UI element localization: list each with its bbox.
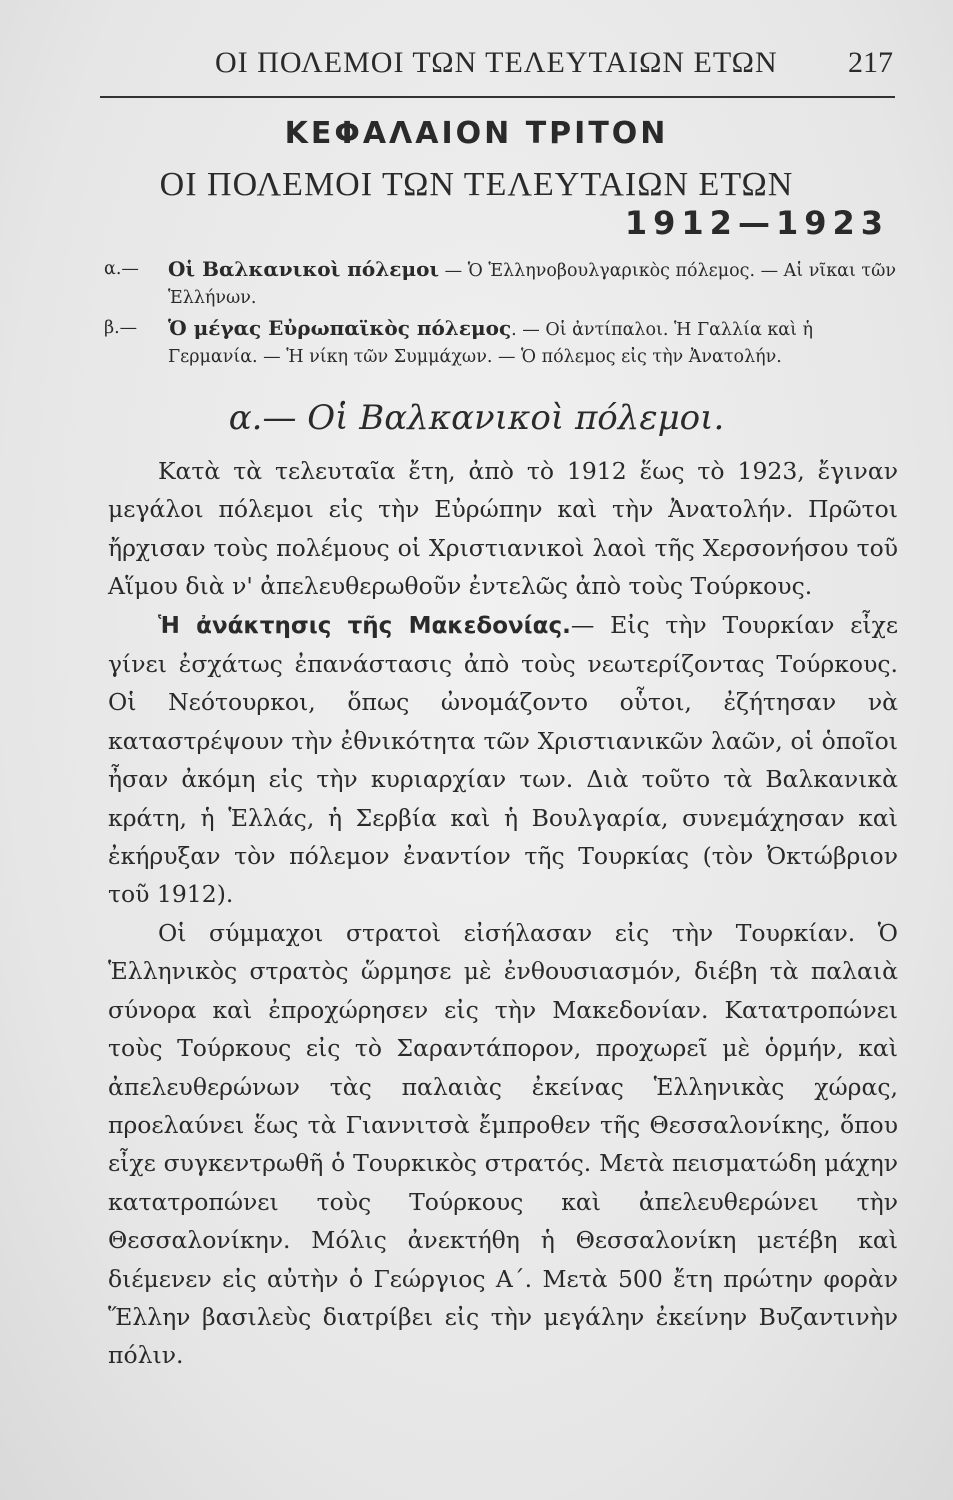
contents-heading: Οἱ Βαλκανικοὶ πόλεμοι [168,257,440,281]
body-text [108,452,898,1375]
contents-marker: α.— [104,259,139,279]
chapter-years: 1912—1923 [624,204,889,242]
chapter-contents [104,256,904,374]
paragraph-macedonia [108,606,898,914]
paragraph-macedonia-text: — Εἰς τὴν Τουρκίαν εἶχε γίνει ἐσχάτως ἐπανάστασις ἀπὸ τοὺς νεωτερίζοντας Τούρκους. Οἱ Νεότουρκοι, ὅπως ὠνομάζοντο οὗτοι, ἐζήτησαν νὰ καταστρέψουν τὴν ἐθνικότητα τῶν Χριστιανικῶν λαῶν, οἱ ὁποῖοι ἦσαν ἀκόμη εἰς τὴν κυριαρχίαν των. Διὰ τοῦτο τὰ Βαλκανικὰ κράτη, ἡ Ἑλλάς, ἡ Σερβία καὶ ἡ Βουλγαρία, συνεμάχησαν καὶ ἐκήρυξαν τὸν πόλεμον ἐναντίον τῆς Τουρκίας (τὸν Ὀκτώβριον τοῦ 1912). [108,610,898,909]
contents-text: . — Οἱ ἀντίπαλοι. Ἡ Γαλλία καὶ ἡ Γερμανία. — Ἡ νίκη τῶν Συμμάχων. — Ὁ πόλεμος εἰς τὴν Ἀνατολήν. [168,320,814,367]
paragraph-intro: Κατὰ τὰ τελευταῖα ἔτη, ἀπὸ τὸ 1912 ἕως τὸ 1923, ἔγιναν μεγάλοι πόλεμοι εἰς τὴν Εὐρώπην καὶ τὴν Ἀνατολήν. Πρῶτοι ἤρχισαν τοὺς πολέμους οἱ Χριστιανικοὶ λαοὶ τῆς Χερσονήσου τοῦ Αἵμου διὰ ν' ἀπελευθερωθοῦν ἐντελῶς ἀπὸ τοὺς Τούρκους. [108,457,898,601]
page-number: 217 [848,46,893,79]
contents-heading: Ὁ μέγας Εὐρωπαϊκὸς πόλεμος [168,316,512,340]
chapter-label: ΚΕΦΑΛΑΙΟΝ ΤΡΙΤΟΝ [284,116,669,151]
contents-marker: β.— [104,318,138,338]
contents-item [104,256,904,312]
contents-text: — Ὁ Ἑλληνοβουλγαρικὸς πόλεμος. — Αἱ νῖκαι τῶν Ἑλλήνων. [168,261,896,308]
running-title: ΟΙ ΠΟΛΕΜΟΙ ΤΩΝ ΤΕΛΕΥΤΑΙΩΝ ΕΤΩΝ [215,46,778,79]
paragraph-allies: Οἱ σύμμαχοι στρατοὶ εἰσήλασαν εἰς τὴν Τουρκίαν. Ὁ Ἑλληνικὸς στρατὸς ὥρμησε μὲ ἐνθουσιασμόν, διέβη τὰ παλαιὰ σύνορα καὶ ἐπροχώρησεν εἰς τὴν Μακεδονίαν. Κατατροπώνει τοὺς Τούρκους εἰς τὸ Σαραντάπορον, προχωρεῖ μὲ ὁρμήν, καὶ ἀπελευθερώνων τὰς παλαιὰς ἐκείνας Ἑλληνικὰς χώρας, προελαύνει ἕως τὰ Γιαννιτσὰ ἔμπροθεν τῆς Θεσσαλονίκης, ὅπου εἶχε συγκεντρωθῆ ὁ Τουρκικὸς στρατός. Μετὰ πεισματώδη μάχην κατατροπώνει τοὺς Τούρκους καὶ ἀπελευθερώνει τὴν Θεσσαλονίκην. Μόλις ἀνεκτήθη ἡ Θεσσαλονίκη μετέβη καὶ διέμενεν εἰς αὐτὴν ὁ Γεώργιος Α΄. Μετὰ 500 ἔτη πρώτην φορὰν Ἕλλην βασιλεὺς διατρίβει εἰς τὴν μεγάλην ἐκείνην Βυζαντινὴν πόλιν. [108,918,898,1370]
running-header [100,40,895,98]
runin-heading: Ἡ ἀνάκτησις τῆς Μακεδονίας. [158,612,571,639]
chapter-title: ΟΙ ΠΟΛΕΜΟΙ ΤΩΝ ΤΕΛΕΥΤΑΙΩΝ ΕΤΩΝ [159,166,794,203]
section-heading: α.— Οἱ Βαλκανικοὶ πόλεμοι. [228,398,725,438]
contents-item [104,315,904,371]
